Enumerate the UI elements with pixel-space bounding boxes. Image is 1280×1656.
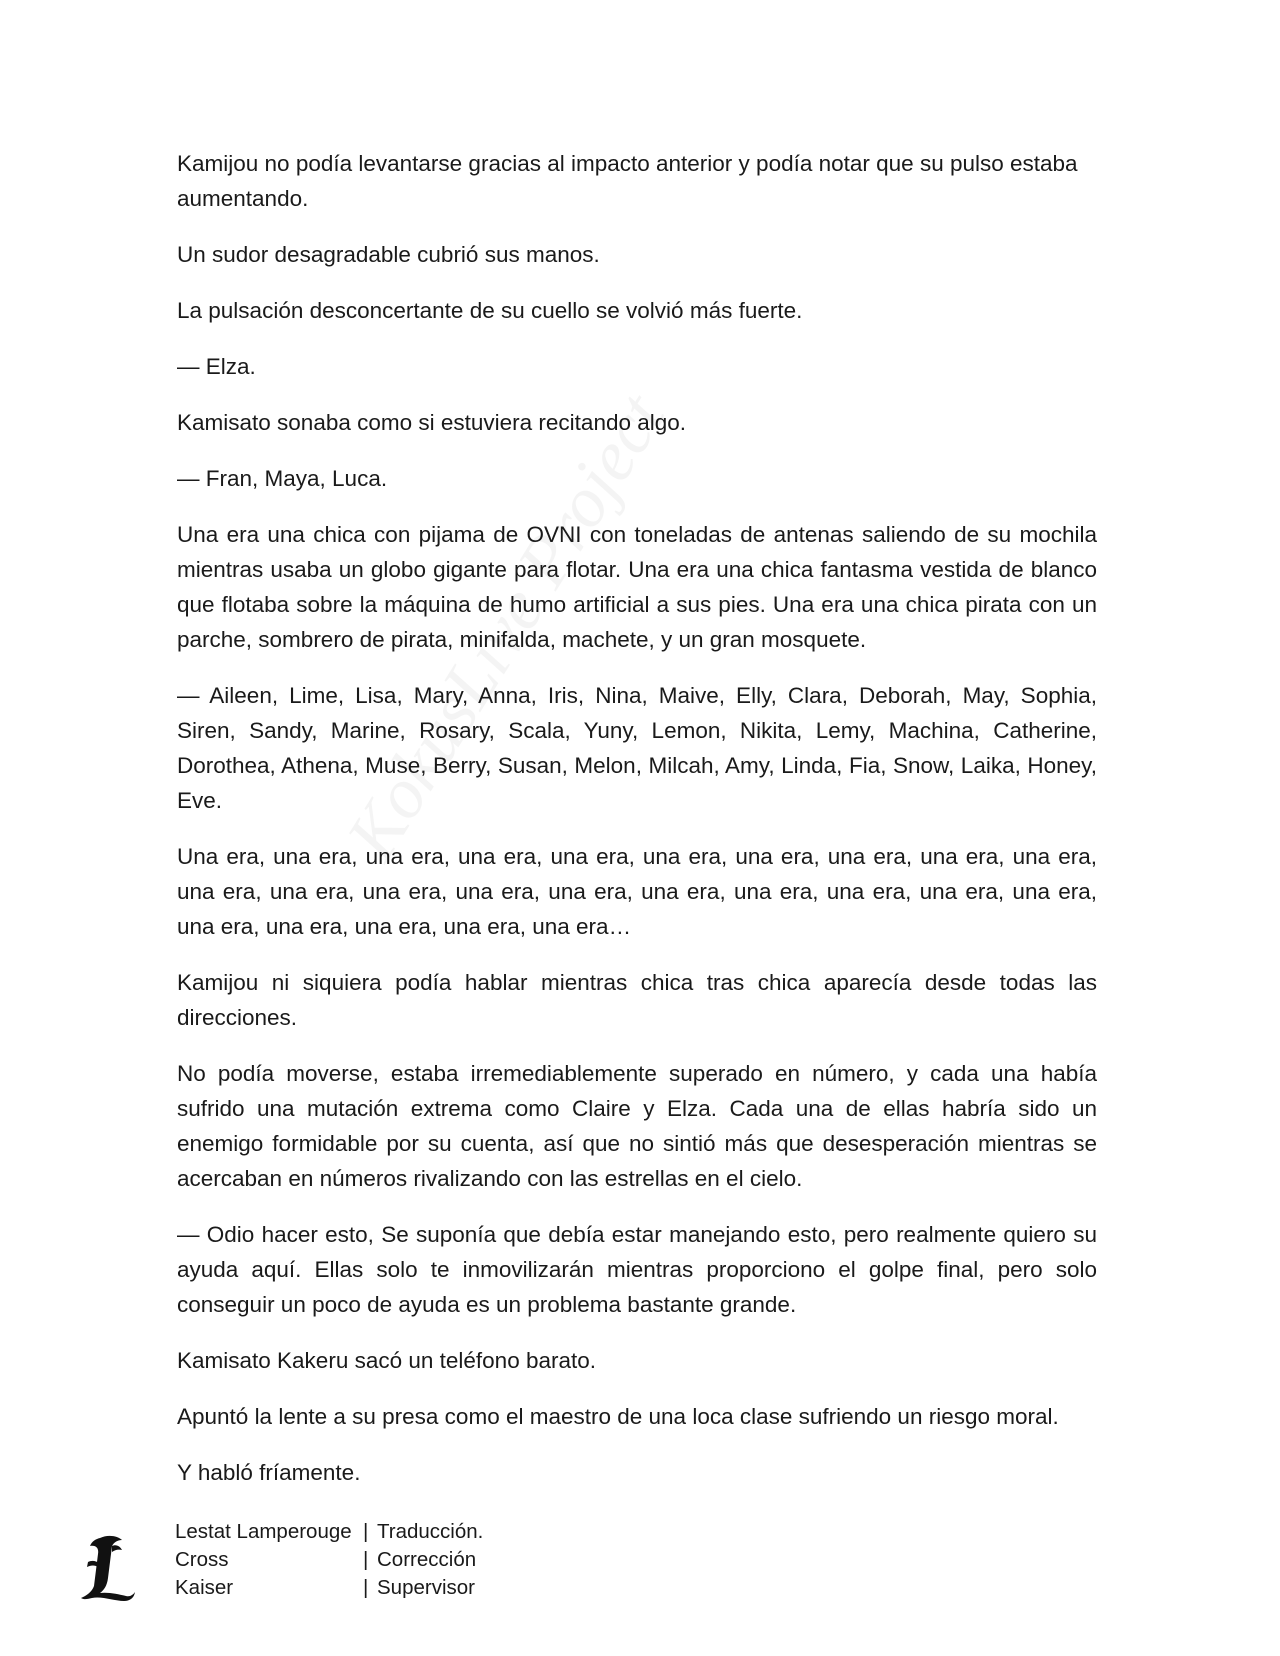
credit-separator: | (363, 1548, 369, 1571)
credit-name: Kaiser (175, 1576, 234, 1599)
paragraph: — Elza. (177, 354, 256, 379)
paragraph: Apuntó la lente a su presa como el maestro de una loca clase sufriendo un riesgo moral. (177, 1404, 1059, 1429)
paragraph: Kamijou no podía levantarse gracias al impacto anterior y podía notar que su pulso estaba aumentando. (177, 151, 1078, 211)
footer (78, 1518, 678, 1613)
credit-role: Supervisor (377, 1576, 475, 1599)
paragraph: Una era, una era, una era, una era, una era, una era, una era, una era, una era, una era, una era, una era, una era, una era, una era, una era, una era, una era, una era, una era, una era, una era, una era, una era, una era… (177, 844, 1097, 939)
credit-row (175, 1518, 483, 1546)
credits (175, 1518, 483, 1602)
gothic-l-logo-icon (78, 1532, 138, 1602)
credit-name: Lestat Lamperouge (175, 1520, 352, 1543)
paragraph: Kamisato Kakeru sacó un teléfono barato. (177, 1348, 597, 1373)
paragraph: Y habló fríamente. (177, 1460, 361, 1485)
paragraph: Kamijou ni siquiera podía hablar mientras chica tras chica aparecía desde todas las direcciones. (177, 970, 1097, 1030)
paragraph: — Aileen, Lime, Lisa, Mary, Anna, Iris, Nina, Maive, Elly, Clara, Deborah, May, Sophia, Siren, Sandy, Marine, Rosary, Scala, Yuny, Lemon, Nikita, Lemy, Machina, Catherine, Dorothea, Athena, Muse, Berry, Susan, Melon, Milcah, Amy, Linda, Fia, Snow, Laika, Honey, Eve. (177, 683, 1097, 813)
paragraph: — Fran, Maya, Luca. (177, 466, 388, 491)
credit-role: Traducción. (377, 1520, 484, 1543)
credit-role: Corrección (377, 1548, 477, 1571)
paragraph: Un sudor desagradable cubrió sus manos. (177, 242, 600, 267)
credit-name: Cross (175, 1548, 229, 1571)
paragraph: — Odio hacer esto, Se suponía que debía estar manejando esto, pero realmente quiero su ayuda aquí. Ellas solo te inmovilizarán mientras proporciono el golpe final, pero solo conseguir un poco de ayuda es un problema bastante grande. (177, 1222, 1097, 1317)
credit-separator: | (363, 1576, 369, 1599)
paragraph: No podía moverse, estaba irremediablemente superado en número, y cada una había sufrido una mutación extrema como Claire y Elza. Cada una de ellas habría sido un enemigo formidable por su cuenta, así que no sintió más que desesperación mientras se acercaban en números rivalizando con las estrellas en el cielo. (177, 1061, 1097, 1191)
paragraph: Kamisato sonaba como si estuviera recitando algo. (177, 410, 687, 435)
credit-separator: | (363, 1520, 369, 1543)
paragraph: Una era una chica con pijama de OVNI con toneladas de antenas saliendo de su mochila mientras usaba un globo gigante para flotar. Una era una chica fantasma vestida de blanco que flotaba sobre la máquina de humo artificial a sus pies. Una era una chica pirata con un parche, sombrero de pirata, minifalda, machete, y un gran mosquete. (177, 522, 1097, 652)
paragraph: La pulsación desconcertante de su cuello se volvió más fuerte. (177, 298, 803, 323)
credit-row (175, 1546, 483, 1574)
credit-row (175, 1574, 483, 1602)
document-body (177, 146, 1097, 1511)
